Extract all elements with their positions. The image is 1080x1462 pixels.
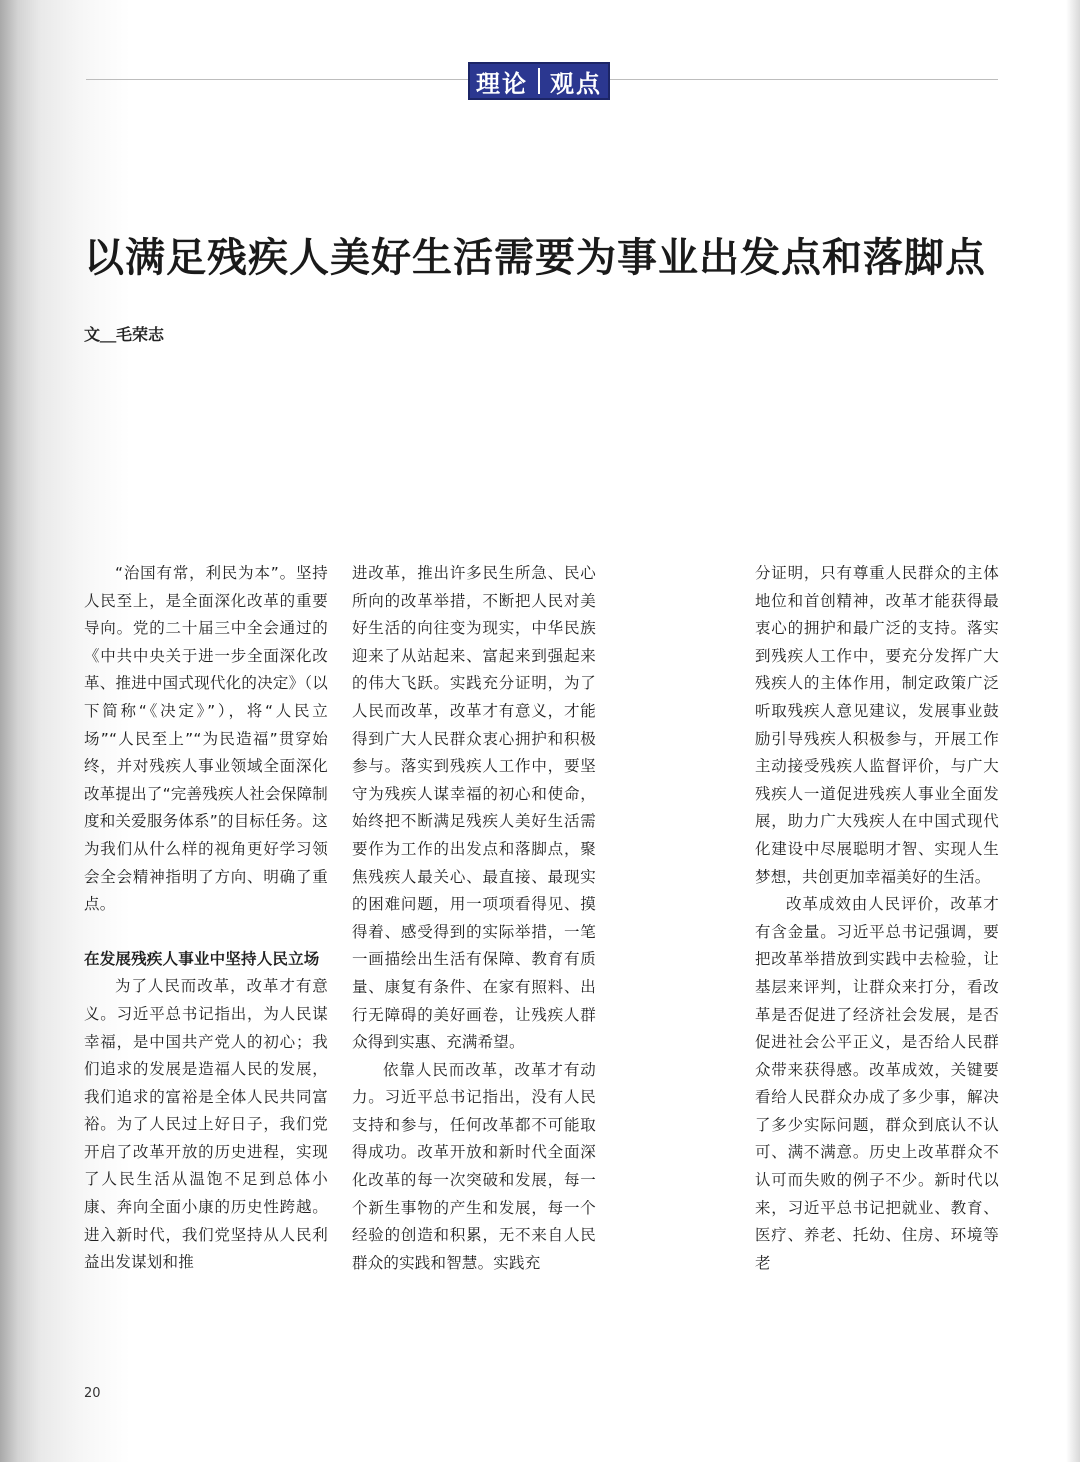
paragraph: 改革成效由人民评价，改革才有含金量。习近平总书记强调，要把改革举措放到实践中去检验，让基层来评判，让群众来打分，看改革是否促进了经济社会发展，是否促进社会公平正义，是否给人民群众带来获得感。改革成效，关键要看给人民群众办成了多少事，解决了多少实际问题，群众到底认不认可、满不满意。历史上改革群众不认可而失败的例子不少。新时代以来，习近平总书记把就业、教育、医疗、养老、托幼、住房、环境等老 — [755, 895, 999, 1272]
section-subheading: 在发展残疾人事业中坚持人民立场 — [84, 949, 320, 968]
section-label-theory: 理论 — [476, 69, 528, 98]
section-badge — [468, 62, 610, 100]
page-number: 20 — [84, 1386, 101, 1401]
paragraph: “治国有常，利民为本”。坚持人民至上，是全面深化改革的重要导向。党的二十届三中全会通过的《中共中央关于进一步全面深化改革、推进中国式现代化的决定》（以下简称“《决定》”），将“人民立场”“人民至上”“为民造福”贯穿始终，并对残疾人事业领域全面深化改革提出了“完善残疾人社会保障制度和关爱服务体系”的目标任务。这为我们从什么样的视角更好学习领会全会精神指明了方向、明确了重点。 — [84, 564, 328, 914]
section-separator — [538, 68, 540, 94]
article-byline: 文＿毛荣志 — [84, 325, 165, 344]
section-label-viewpoint: 观点 — [550, 69, 602, 98]
text-column-3 — [755, 560, 999, 1277]
text-column-2 — [352, 560, 596, 1277]
paragraph: 为了人民而改革，改革才有意义。习近平总书记指出，为人民谋幸福，是中国共产党人的初心；我们追求的发展是造福人民的发展，我们追求的富裕是全体人民共同富裕。为了人民过上好日子，我们党开启了改革开放的历史进程，实现了人民生活从温饱不足到总体小康、奔向全面小康的历史性跨越。进入新时代，我们党坚持从人民利益出发谋划和推 — [84, 977, 328, 1272]
paragraph: 依靠人民而改革，改革才有动力。习近平总书记指出，没有人民支持和参与，任何改革都不可能取得成功。改革开放和新时代全面深化改革的每一次突破和发展，每一个新生事物的产生和发展，每一个经验的创造和积累，无不来自人民群众的实践和智慧。实践充 — [352, 1060, 596, 1272]
paragraph: 分证明，只有尊重人民群众的主体地位和首创精神，改革才能获得最衷心的拥护和最广泛的支持。落实到残疾人工作中，要充分发挥广大残疾人的主体作用，制定政策广泛听取残疾人意见建议，发展事业鼓励引导残疾人积极参与，开展工作主动接受残疾人监督评价，与广大残疾人一道促进残疾人事业全面发展，助力广大残疾人在中国式现代化建设中尽展聪明才智、实现人生梦想，共创更加幸福美好的生活。 — [755, 564, 999, 886]
paragraph: 进改革，推出许多民生所急、民心所向的改革举措，不断把人民对美好生活的向往变为现实，中华民族迎来了从站起来、富起来到强起来的伟大飞跃。实践充分证明，为了人民而改革，改革才有意义，才能得到广大人民群众衷心拥护和积极参与。落实到残疾人工作中，要坚守为残疾人谋幸福的初心和使命，始终把不断满足残疾人美好生活需要作为工作的出发点和落脚点，聚焦残疾人最关心、最直接、最现实的困难问题，用一项项看得见、摸得着、感受得到的实际举措，一笔一画描绘出生活有保障、教育有质量、康复有条件、在家有照料、出行无障碍的美好画卷，让残疾人群众得到实惠、充满希望。 — [352, 564, 596, 1052]
text-column-1 — [84, 560, 328, 1277]
article-title: 以满足残疾人美好生活需要为事业出发点和落脚点 — [84, 235, 986, 281]
